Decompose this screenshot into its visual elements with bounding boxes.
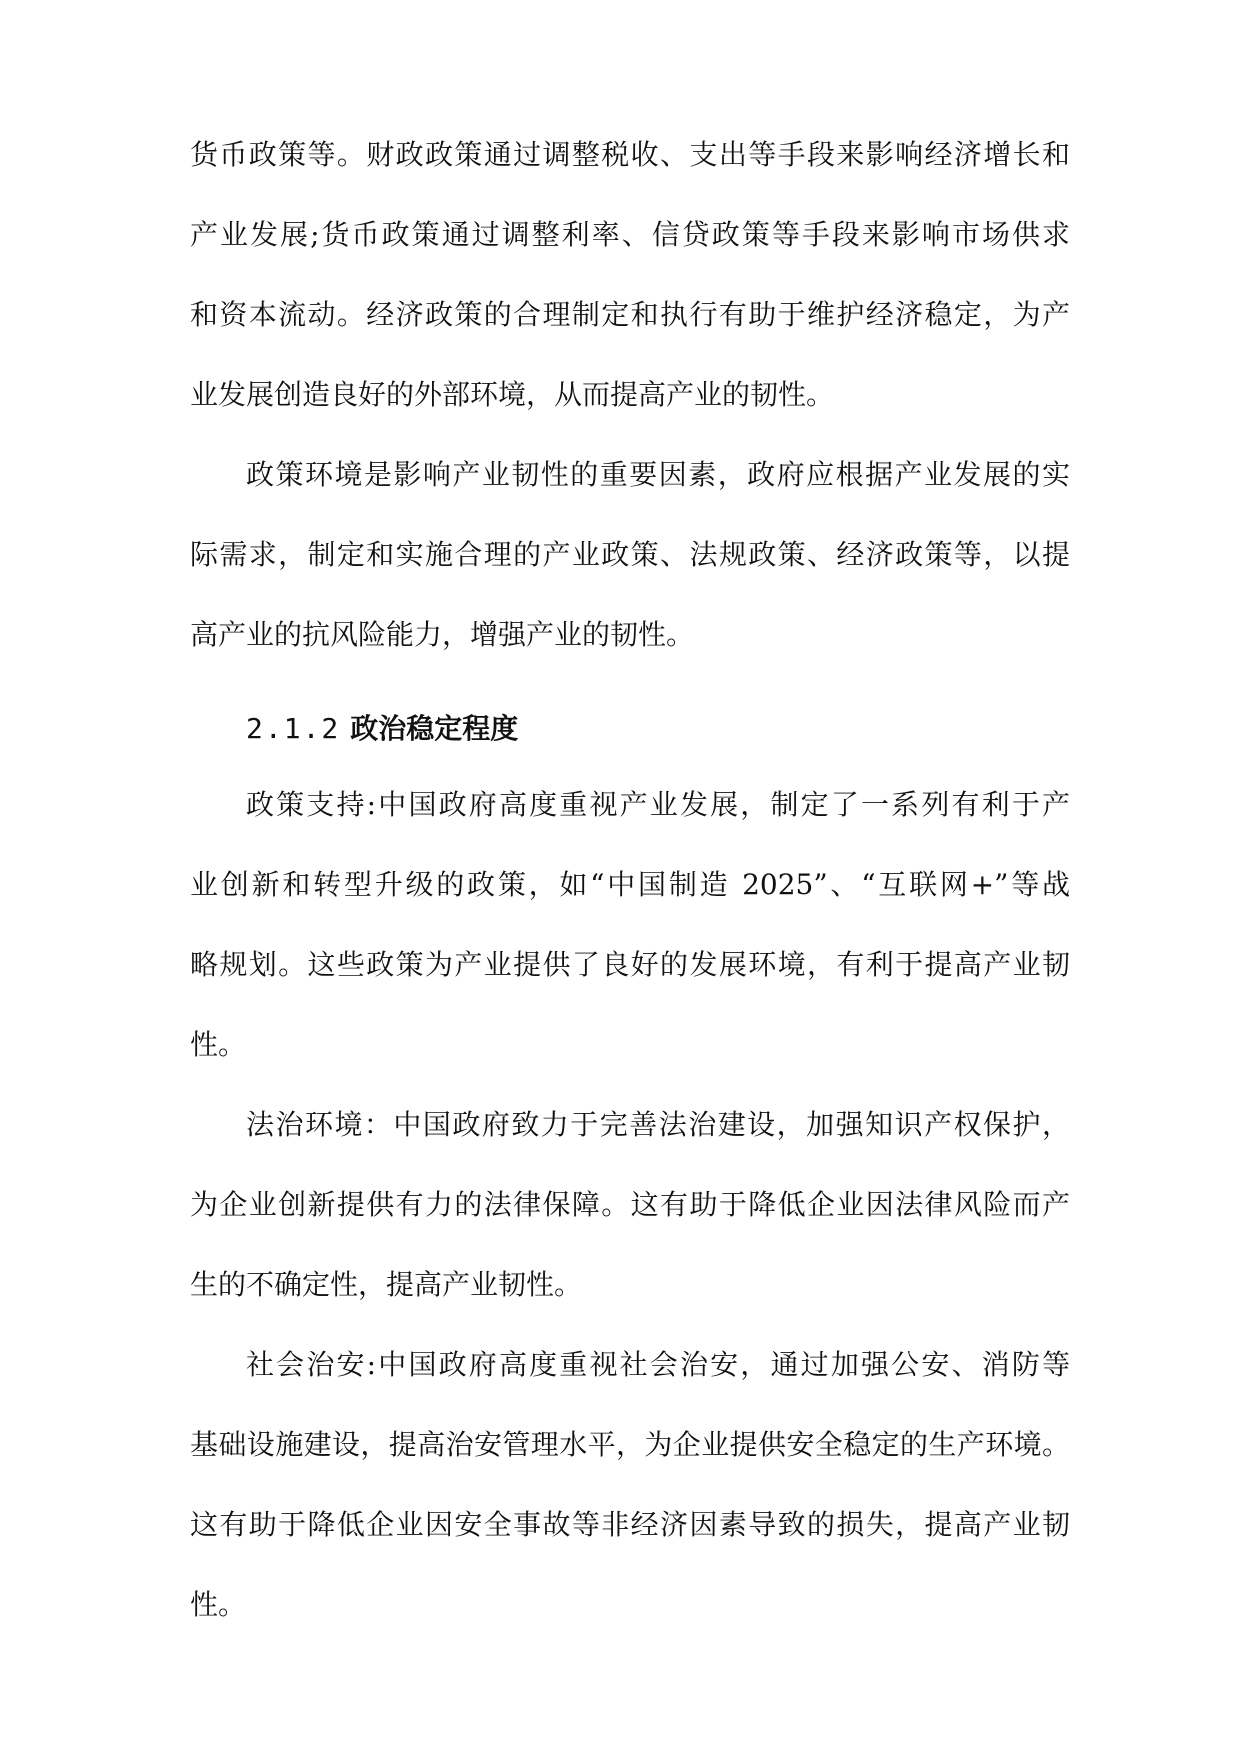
- paragraph-line: 业创新和转型升级的政策，如“中国制造 2025”、“互联网+”等战: [190, 868, 1070, 901]
- paragraph-line: 业发展创造良好的外部环境，从而提高产业的韧性。: [190, 378, 835, 411]
- section-heading: [246, 706, 518, 752]
- paragraph-line: 高产业的抗风险能力，增强产业的韧性。: [190, 618, 695, 651]
- section-title: 政治稳定程度: [350, 712, 519, 745]
- section-number: 2.1.2: [246, 712, 341, 745]
- paragraph-line: 和资本流动。经济政策的合理制定和执行有助于维护经济稳定，为产: [190, 298, 1070, 331]
- paragraph-line: 货币政策等。财政政策通过调整税收、支出等手段来影响经济增长和: [190, 138, 1070, 171]
- paragraph-line: 生的不确定性，提高产业韧性。: [190, 1268, 583, 1301]
- paragraph-line: 际需求，制定和实施合理的产业政策、法规政策、经济政策等，以提: [190, 538, 1070, 571]
- paragraph-line: 这有助于降低企业因安全事故等非经济因素导致的损失，提高产业韧: [190, 1508, 1070, 1541]
- paragraph-line: 产业发展;货币政策通过调整利率、信贷政策等手段来影响市场供求: [190, 218, 1070, 251]
- paragraph-line: 基础设施建设，提高治安管理水平，为企业提供安全稳定的生产环境。: [190, 1428, 1070, 1461]
- paragraph-line: 性。: [190, 1588, 247, 1621]
- paragraph-line: 政策环境是影响产业韧性的重要因素，政府应根据产业发展的实: [246, 458, 1070, 491]
- paragraph-line: 略规划。这些政策为产业提供了良好的发展环境，有利于提高产业韧: [190, 948, 1070, 981]
- paragraph-line: 性。: [190, 1028, 247, 1061]
- paragraph-line: 政策支持:中国政府高度重视产业发展，制定了一系列有利于产: [246, 788, 1070, 821]
- paragraph-line: 法治环境：中国政府致力于完善法治建设，加强知识产权保护，: [246, 1108, 1070, 1141]
- paragraph-line: 为企业创新提供有力的法律保障。这有助于降低企业因法律风险而产: [190, 1188, 1070, 1221]
- paragraph-line: 社会治安:中国政府高度重视社会治安，通过加强公安、消防等: [246, 1348, 1070, 1381]
